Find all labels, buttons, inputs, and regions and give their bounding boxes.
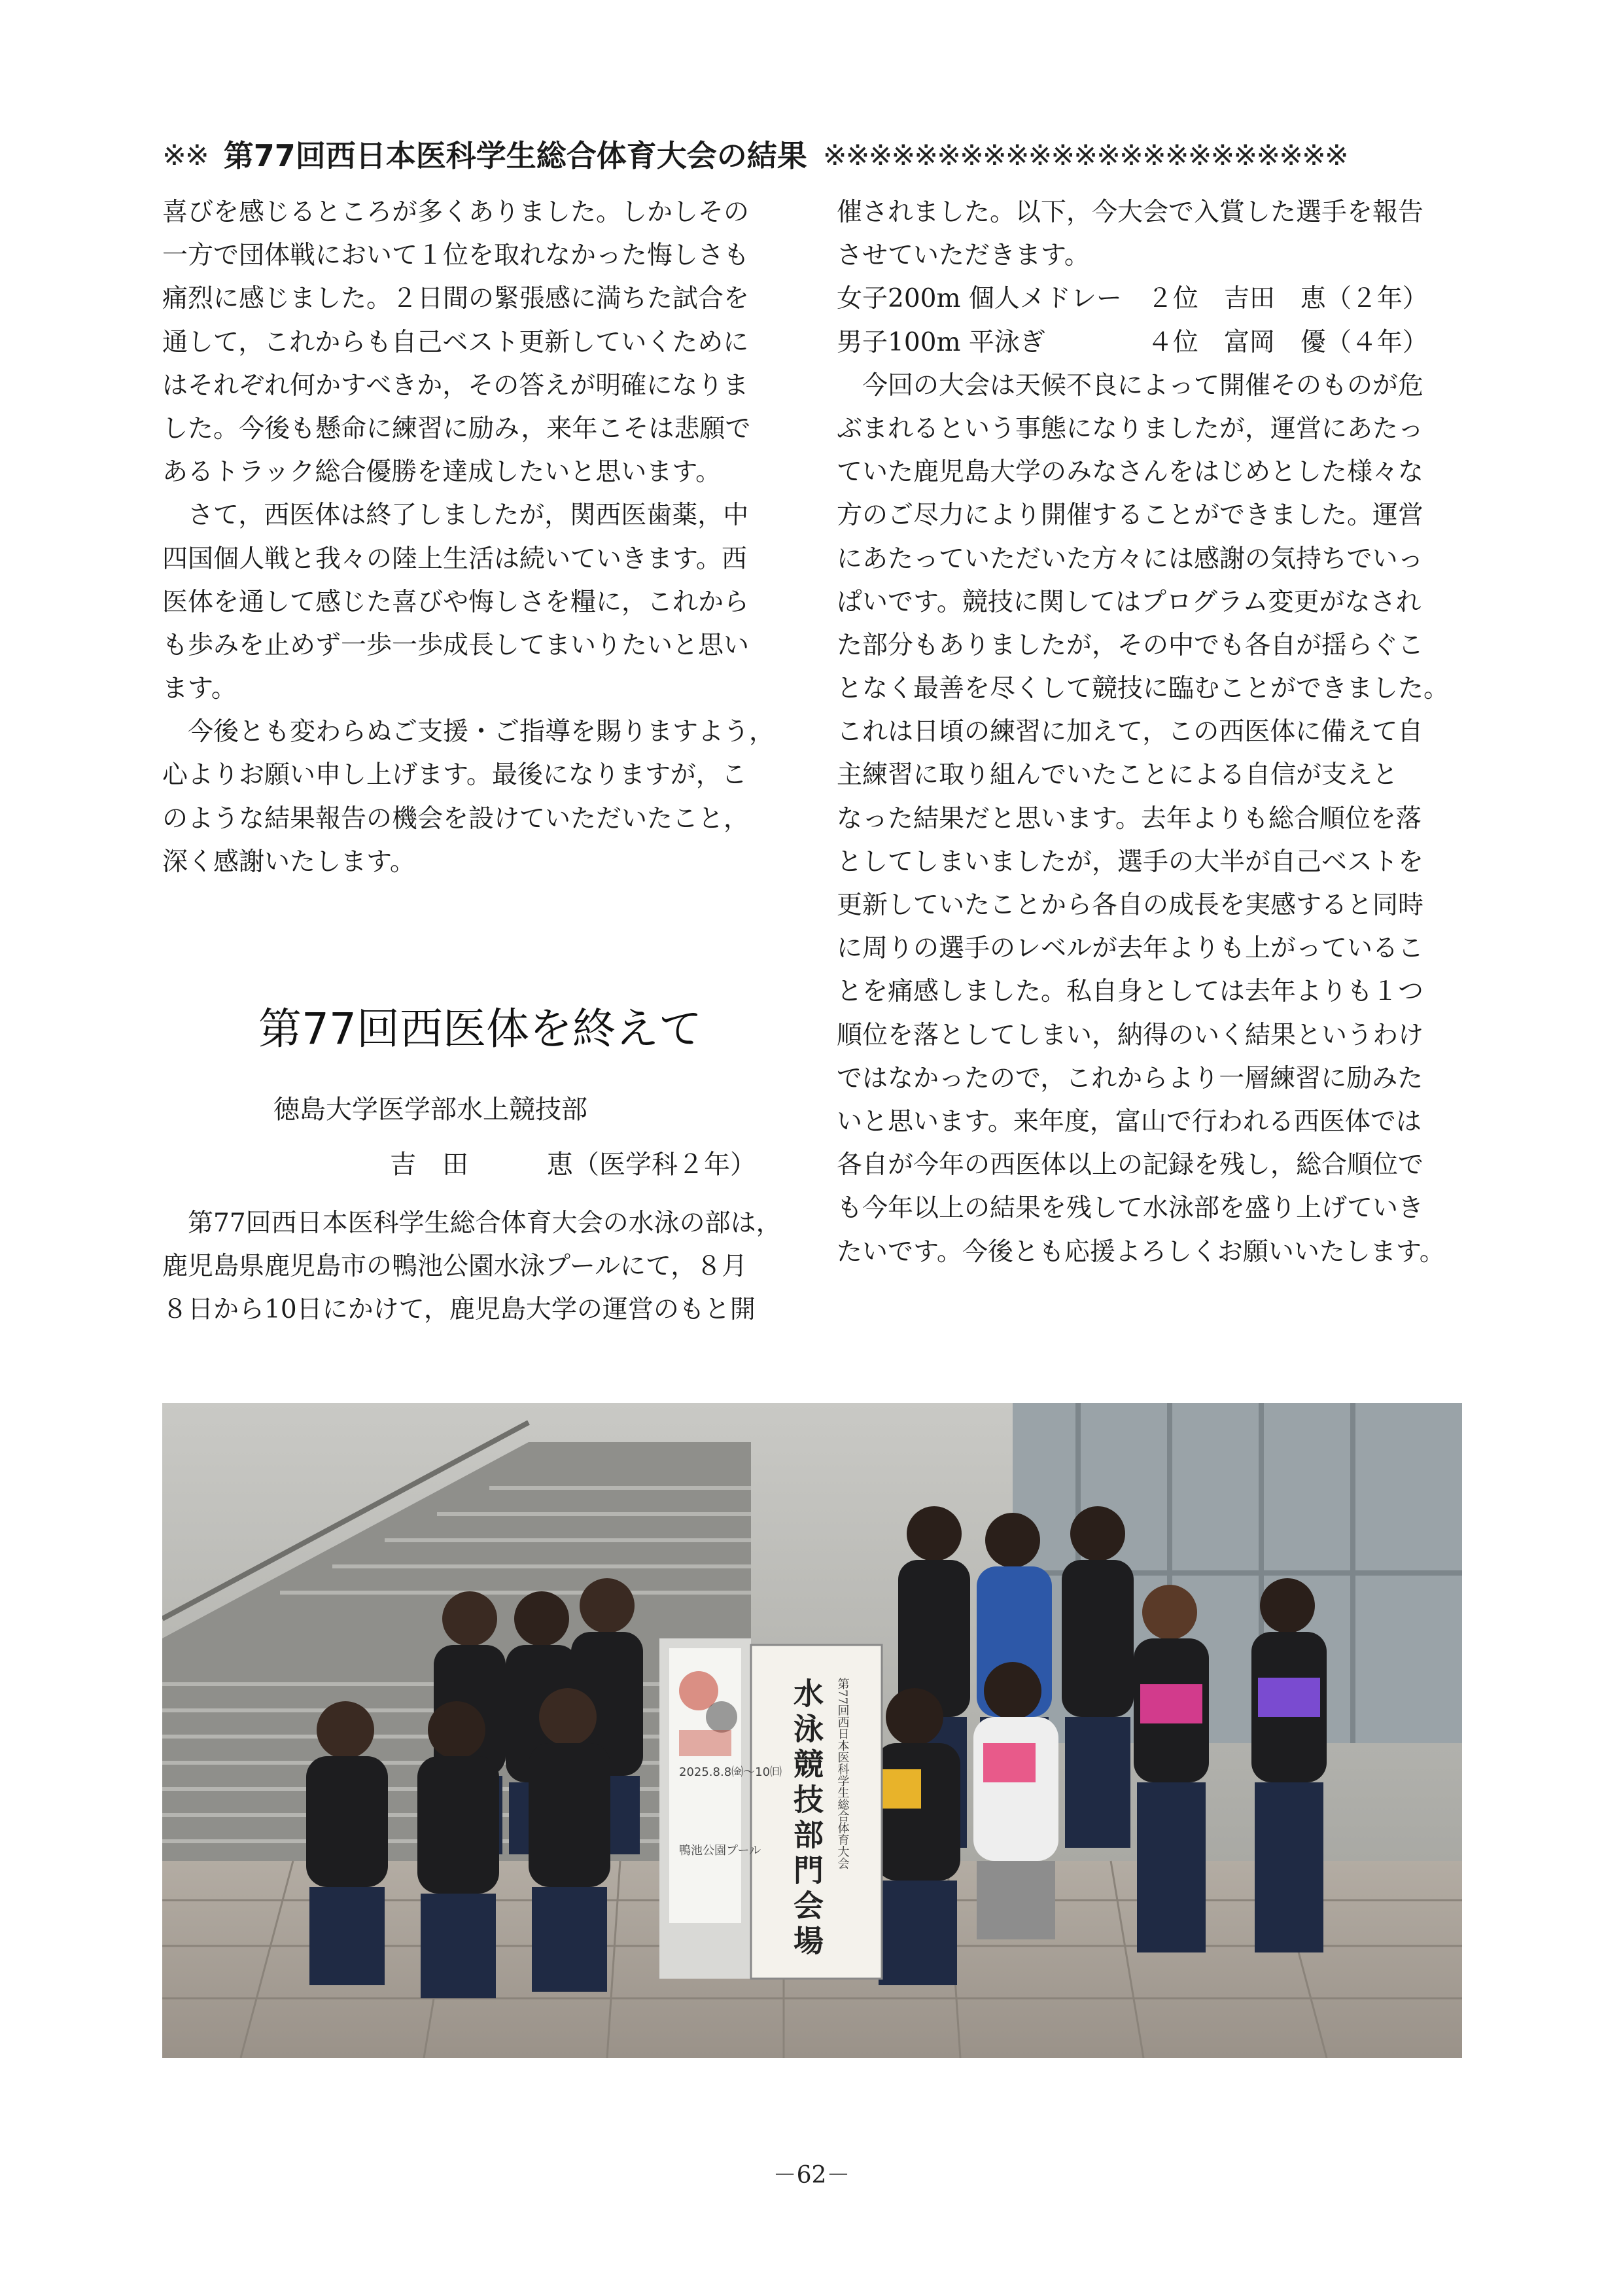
left-column-top — [162, 191, 790, 884]
text-line: 主練習に取り組んでいたことによる自信が支えと — [837, 760, 1399, 790]
text-line: ぶまれるという事態になりましたが，運営にあたっ — [837, 414, 1424, 444]
sign-subtitle: 第77回西日本医科学生総合体育大会 — [835, 1678, 850, 1869]
text-line: あるトラック総合優勝を達成したいと思います。 — [162, 457, 722, 487]
author-name: 吉 田 恵（医学科２年） — [390, 1150, 756, 1180]
sign-venue: 鴨池公園プール — [679, 1844, 761, 1858]
text-line: させていただきます。 — [837, 241, 1090, 271]
text-line: 各自が今年の西医体以上の記録を残し，総合順位で — [837, 1150, 1424, 1180]
text-line: ではなかったので，これからより一層練習に励みた — [837, 1063, 1423, 1093]
result-line: 女子200m 個人メドレー ２位 吉田 恵（２年） — [837, 284, 1428, 314]
text-line: ぱいです。競技に関してはプログラム変更がなされ — [837, 587, 1422, 617]
text-line: 一方で団体戦において１位を取れなかった悔しさも — [162, 241, 750, 271]
group-photo-illustration — [162, 1403, 1462, 2058]
header-ornament-left: ※※ — [162, 139, 208, 172]
text-line: さて，西医体は終了しましたが，関西医歯薬，中 — [162, 501, 749, 531]
author-affiliation: 徳島大学医学部水上競技部 — [273, 1095, 587, 1125]
event-sign — [659, 1638, 882, 1979]
text-line: となく最善を尽くして競技に臨むことができました。 — [837, 674, 1450, 704]
page-number: －62－ — [773, 2162, 850, 2189]
text-line: にあたっていただいた方々には感謝の気持ちでいっ — [837, 544, 1423, 574]
text-line: 今回の大会は天候不良によって開催そのものが危 — [837, 370, 1424, 400]
text-line: はそれぞれ何かすべきか，その答えが明確になりま — [162, 370, 749, 400]
section-header — [162, 136, 1464, 175]
text-line: ていた鹿児島大学のみなさんをはじめとした様々な — [837, 457, 1424, 487]
text-line: 更新していたことから各自の成長を実感すると同時 — [837, 891, 1424, 920]
text-line: 深く感謝いたします。 — [162, 847, 415, 877]
text-line: 心よりお願い申し上げます。最後になりますが，こ — [162, 760, 747, 790]
text-line: 医体を通して感じた喜びや悔しさを糧に，これから — [162, 587, 750, 617]
text-line: これは日頃の練習に加えて，この西医体に備えて自 — [837, 717, 1423, 747]
text-line: たいです。今後とも応援よろしくお願いいたします。 — [837, 1237, 1445, 1267]
text-line: のような結果報告の機会を設けていただいたこと， — [162, 804, 750, 834]
person — [1251, 1578, 1327, 1952]
group-photo — [162, 1403, 1462, 2058]
text-line: 鹿児島県鹿児島市の鴨池公園水泳プールにて，８月 — [162, 1252, 748, 1282]
header-ornament-right: ※※※※※※※※※※※※※※※※※※※※※※※ — [822, 139, 1348, 172]
text-line: 痛烈に感じました。２日間の緊張感に満ちた試合を — [162, 284, 750, 314]
text-line: 第77回西日本医科学生総合体育大会の水泳の部は， — [162, 1209, 782, 1238]
text-line: も歩みを止めず一歩一歩成長してまいりたいと思い — [162, 630, 750, 660]
text-line: も今年以上の結果を残して水泳部を盛り上げていき — [837, 1193, 1424, 1224]
text-line: とを痛感しました。私自身としては去年よりも１つ — [837, 977, 1424, 1007]
sign-date: 2025.8.8㈮〜10㈰ — [679, 1765, 782, 1779]
text-line: 催されました。以下，今大会で入賞した選手を報告 — [837, 198, 1424, 227]
text-line: 方のご尽力により開催することができました。運営 — [837, 501, 1424, 531]
text-line: いと思います。来年度，富山で行われる西医体では — [837, 1106, 1422, 1137]
text-line: 通して，これからも自己ベスト更新していくために — [162, 327, 749, 357]
text-line: ８日から10日にかけて，鹿児島大学の運営のもと開 — [162, 1295, 756, 1325]
article-title: 第77回西医体を終えて — [258, 1004, 702, 1054]
text-line: なった結果だと思います。去年よりも総合順位を落 — [837, 804, 1422, 834]
result-line: 男子100m 平泳ぎ ４位 富岡 優（４年） — [837, 327, 1428, 357]
left-column-bottom — [162, 1202, 790, 1332]
sign-title: 水泳競技部門会場 — [789, 1678, 824, 1960]
right-column — [837, 191, 1465, 1274]
text-line: 順位を落としてしまい，納得のいく結果というわけ — [837, 1020, 1424, 1050]
text-line: 四国個人戦と我々の陸上生活は続いていきます。西 — [162, 544, 747, 574]
text-line: 喜びを感じるところが多くありました。しかしその — [162, 198, 750, 227]
text-line: 今後とも変わらぬご支援・ご指導を賜りますよう， — [162, 717, 775, 747]
section-title: 第77回西日本医科学生総合体育大会の結果 — [223, 138, 807, 173]
text-line: した。今後も懸命に練習に励み，来年こそは悲願で — [162, 414, 751, 444]
text-line: ます。 — [162, 674, 237, 704]
text-line: としてしまいましたが，選手の大半が自己ベストを — [837, 847, 1424, 877]
text-line: に周りの選手のレベルが去年よりも上がっているこ — [837, 934, 1424, 964]
text-line: た部分もありましたが，その中でも各自が揺らぐこ — [837, 630, 1424, 660]
